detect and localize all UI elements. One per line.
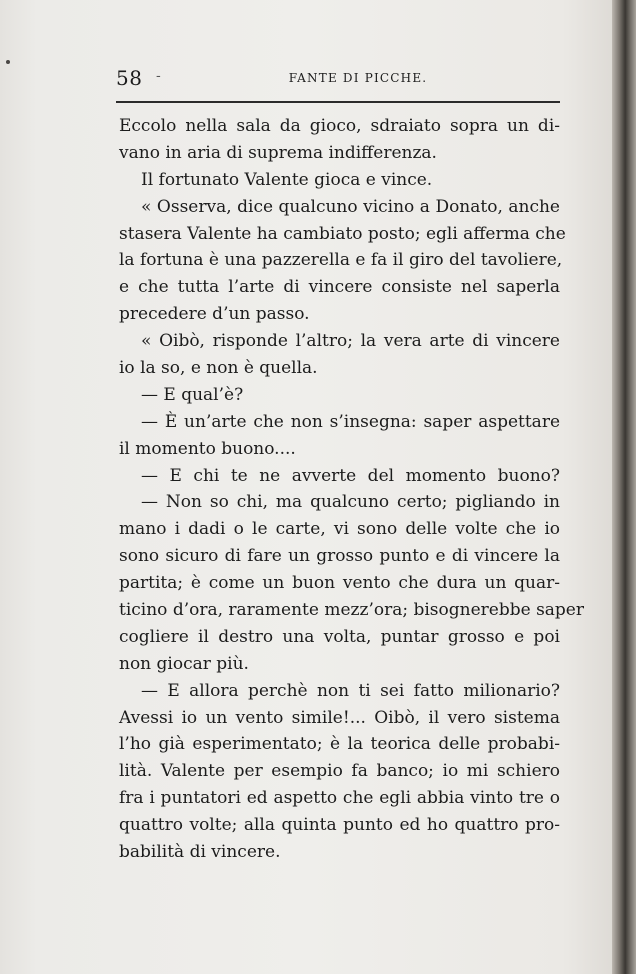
text-line: « Oibò, risponde l’altro; la vera arte di vincere xyxy=(141,331,560,352)
text-line: fra i puntatori ed aspetto che egli abbia vinto tre o xyxy=(119,788,560,809)
text-line: stasera Valente ha cambiato posto; egli afferma che xyxy=(119,223,566,244)
text-line: mano i dadi o le carte, vi sono delle volte che io xyxy=(119,519,560,540)
text-line: Avessi io un vento simile!... Oibò, il vero sistema xyxy=(119,707,560,728)
text-line: lità. Valente per esempio fa banco; io mi schiero xyxy=(119,761,560,782)
text-line: Il fortunato Valente gioca e vince. xyxy=(141,169,433,190)
text-line: babilità di vincere. xyxy=(119,842,281,863)
text-line: — E qual’è? xyxy=(141,384,244,405)
text-line: quattro volte; alla quinta punto ed ho quattro pro- xyxy=(119,815,560,836)
text-line: precedere d’un passo. xyxy=(119,304,310,325)
text-line: cogliere il destro una volta, puntar grosso e poi xyxy=(119,626,560,647)
running-title: FANTE DI PICCHE. xyxy=(288,71,428,85)
text-line: — È un’arte che non s’insegna: saper aspettare xyxy=(141,411,560,432)
text-line: io la so, e non è quella. xyxy=(119,358,318,379)
text-line: Eccolo nella sala da gioco, sdraiato sopra un di- xyxy=(119,116,560,136)
text-line: la fortuna è una pazzerella e fa il giro del tavoliere, xyxy=(119,250,563,271)
header-rule xyxy=(116,101,560,103)
text-line: non giocar più. xyxy=(119,653,249,674)
text-line: « Osserva, dice qualcuno vicino a Donato, anche xyxy=(141,196,560,217)
text-line: e che tutta l’arte di vincere consiste nel saperla xyxy=(119,277,560,298)
text-line: ticino d’ora, raramente mezz’ora; bisognerebbe saper xyxy=(119,600,584,621)
book-binding-edge xyxy=(612,0,636,974)
page-number: 58 xyxy=(116,66,143,90)
text-line: — Non so chi, ma qualcuno certo; pigliando in xyxy=(141,492,560,513)
page-header xyxy=(116,66,560,96)
text-line: sono sicuro di fare un grosso punto e di vincere la xyxy=(119,546,560,567)
text-line: partita; è come un buon vento che dura un quar- xyxy=(119,573,560,594)
text-line: il momento buono.... xyxy=(119,438,296,459)
text-line: — E chi te ne avverte del momento buono? xyxy=(141,465,560,486)
body-text xyxy=(119,113,584,866)
ink-speck xyxy=(6,60,10,64)
text-line: vano in aria di suprema indifferenza. xyxy=(119,142,437,163)
text-line: — E allora perchè non ti sei fatto milionario? xyxy=(141,680,560,701)
text-line: l’ho già esperimentato; è la teorica delle probabi- xyxy=(119,734,560,755)
header-mark: - xyxy=(156,68,161,84)
